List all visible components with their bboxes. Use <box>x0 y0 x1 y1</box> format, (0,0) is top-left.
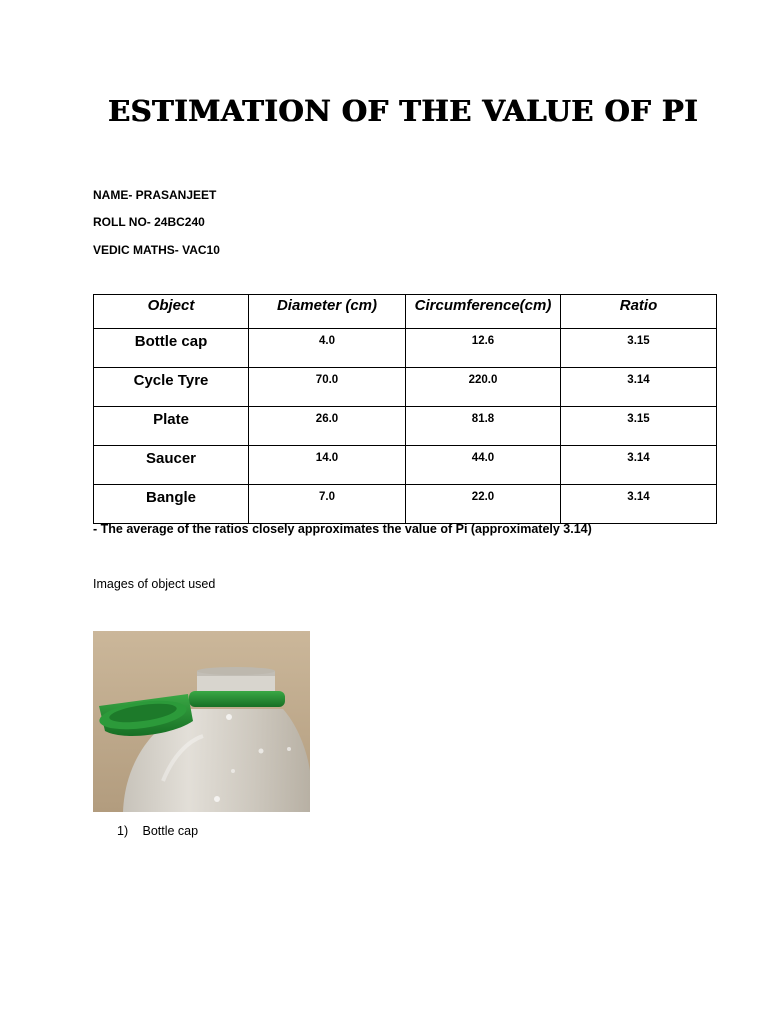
header-ratio: Ratio <box>561 295 717 329</box>
cell-object: Plate <box>94 407 249 446</box>
cell-diameter: 7.0 <box>249 485 406 524</box>
header-object: Object <box>94 295 249 329</box>
page-title: ESTIMATION OF THE VALUE OF PI <box>108 94 699 128</box>
table-row <box>94 407 717 446</box>
cell-circumference: 220.0 <box>406 368 561 407</box>
cell-object: Saucer <box>94 446 249 485</box>
cell-ratio: 3.14 <box>561 485 717 524</box>
cell-ratio: 3.14 <box>561 368 717 407</box>
table-row <box>94 368 717 407</box>
cell-ratio: 3.15 <box>561 407 717 446</box>
images-heading: Images of object used <box>93 577 216 591</box>
table-header-row <box>94 295 717 329</box>
roll-number: ROLL NO- 24BC240 <box>93 215 205 229</box>
cell-circumference: 12.6 <box>406 329 561 368</box>
cell-object: Cycle Tyre <box>94 368 249 407</box>
cell-diameter: 70.0 <box>249 368 406 407</box>
cell-circumference: 44.0 <box>406 446 561 485</box>
table-row <box>94 329 717 368</box>
cell-diameter: 14.0 <box>249 446 406 485</box>
cell-object: Bottle cap <box>94 329 249 368</box>
cell-diameter: 26.0 <box>249 407 406 446</box>
cell-circumference: 22.0 <box>406 485 561 524</box>
cell-ratio: 3.14 <box>561 446 717 485</box>
cell-diameter: 4.0 <box>249 329 406 368</box>
cell-circumference: 81.8 <box>406 407 561 446</box>
student-name: NAME- PRASANJEET <box>93 188 217 202</box>
cell-ratio: 3.15 <box>561 329 717 368</box>
caption-number: 1) <box>117 824 129 838</box>
bottle-cap-photo <box>93 631 310 812</box>
cell-object: Bangle <box>94 485 249 524</box>
caption-text: Bottle cap <box>142 824 199 838</box>
table-row <box>94 446 717 485</box>
header-diameter: Diameter (cm) <box>249 295 406 329</box>
photo-caption <box>117 824 198 838</box>
measurements-table <box>93 294 717 524</box>
course-code: VEDIC MATHS- VAC10 <box>93 243 220 257</box>
table-row <box>94 485 717 524</box>
conclusion-text: - The average of the ratios closely approximates the value of Pi (approximately 3.14) <box>93 522 592 536</box>
header-circumference: Circumference(cm) <box>406 295 561 329</box>
